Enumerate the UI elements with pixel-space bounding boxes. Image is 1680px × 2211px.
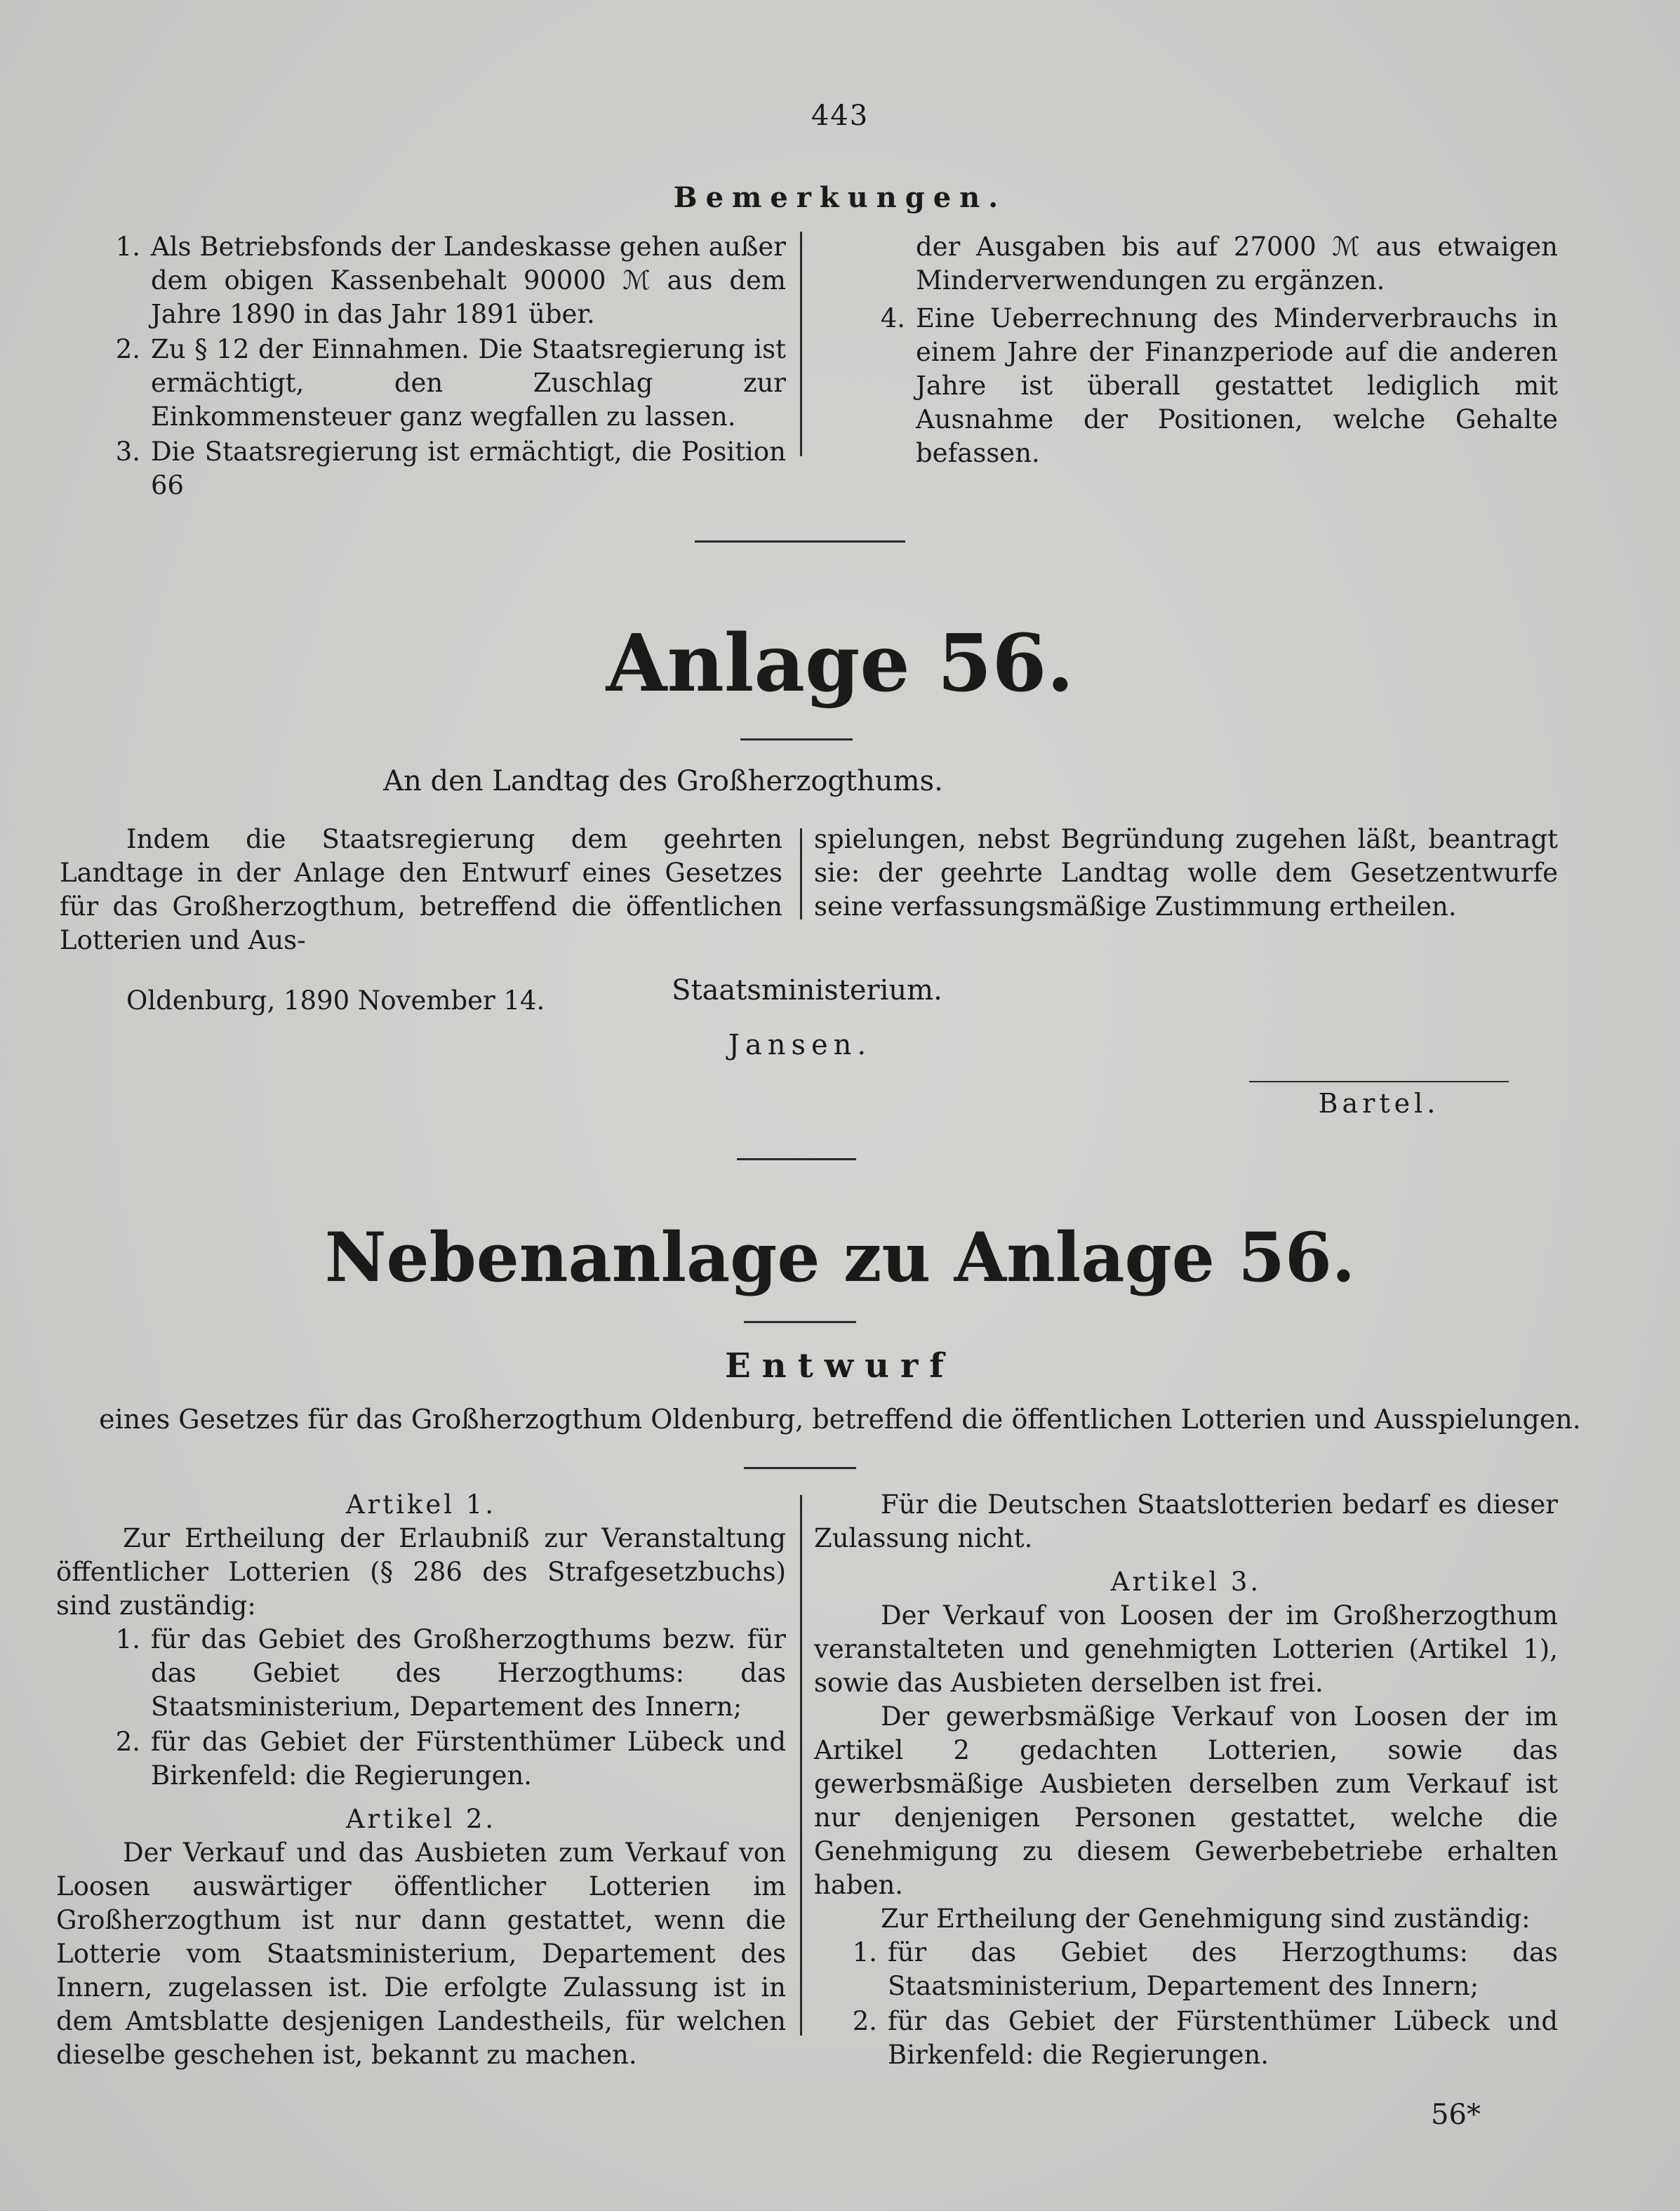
article-2-text: Der Verkauf und das Ausbieten zum Verkauf von Loosen auswärtiger öffentlicher Lotterien im Großherzogthum ist nur dann gestattet, wenn die Lotterie vom Staatsministerium, Departement des Innern, zugelassen ist. Die erfolgte Zulassung ist in dem Amtsblatte desjenigen Landestheils, für welchen dieselbe geschehen ist, bekannt zu machen. bbox=[56, 1838, 786, 2070]
page-number: 443 bbox=[811, 100, 869, 132]
column-divider bbox=[800, 1495, 802, 2036]
article-3-para-2: Der gewerbsmäßige Verkauf von Loosen der im Artikel 2 gedachten Lotterien, sowie das gewerbsmäßige Ausbieten derselben zum Verkauf ist nur denjenigen Personen gestattet, welche die Genehmigung zu diesem Gewerbebetriebe erhalten haben. bbox=[814, 1701, 1558, 1900]
list-item: 1. für das Gebiet des Herzogthums: das Staatsministerium, Departement des Innern; bbox=[852, 1937, 1558, 2001]
divider-rule bbox=[737, 1158, 856, 1160]
article-3-para-3: Zur Ertheilung der Genehmigung sind zuständig: bbox=[881, 1904, 1531, 1934]
anlage-left-text: Indem die Staatsregierung dem geehrten Landtage in der Anlage den Entwurf eines Gesetzes für das Großherzogthum, betreffend die öffentlichen Lotterien und Aus- bbox=[60, 824, 782, 955]
remarks-right-continuation: der Ausgaben bis auf 27000 ℳ aus etwaigen Minderverwendungen zu ergänzen. bbox=[916, 232, 1558, 296]
article-2-heading: Artikel 2. bbox=[345, 1804, 497, 1834]
law-right-column bbox=[814, 1488, 1558, 2073]
article-1-list bbox=[56, 1623, 786, 1793]
article-3-para-1: Der Verkauf von Loosen der im Großherzogthum veranstalteten und genehmigten Lotterien (Artikel 1), sowie das Ausbieten derselben ist frei. bbox=[814, 1600, 1558, 1698]
column-divider bbox=[800, 232, 802, 456]
remarks-right-column bbox=[870, 230, 1558, 472]
divider-rule bbox=[744, 1467, 856, 1469]
anlage-title: Anlage 56. bbox=[606, 618, 1074, 710]
list-item: 4. Eine Ueberrechnung des Minderverbrauchs in einem Jahre der Finanzperiode auf die anderen Jahre ist überall gestattet lediglich mit Ausnahme der Positionen, welche Gehalte befassen. bbox=[880, 303, 1558, 468]
divider-rule bbox=[740, 738, 853, 741]
remarks-heading: Bemerkungen. bbox=[673, 181, 1007, 214]
draft-subtitle: eines Gesetzes für das Großherzogthum Oldenburg, betreffend die öffentlichen Lotterien und Ausspielungen. bbox=[99, 1404, 1581, 1435]
address-line: An den Landtag des Großherzogthums. bbox=[383, 765, 943, 797]
column-divider bbox=[800, 828, 802, 919]
article-2-continuation: Für die Deutschen Staatslotterien bedarf es dieser Zulassung nicht. bbox=[814, 1489, 1558, 1553]
remarks-right-list bbox=[870, 302, 1558, 470]
draft-heading: Entwurf bbox=[725, 1346, 955, 1386]
anlage-right-text: spielungen, nebst Begründung zugehen läßt, beantragt sie: der geehrte Landtag wolle dem Gesetzentwurfe seine verfassungsmäßige Zustimmung ertheilen. bbox=[814, 824, 1558, 922]
sheet-mark: 56* bbox=[1431, 2099, 1481, 2131]
law-left-column bbox=[56, 1488, 786, 2072]
remarks-left-column bbox=[105, 230, 786, 504]
list-item: 2. Zu § 12 der Einnahmen. Die Staatsregierung ist ermächtigt, den Zuschlag zur Einkommensteuer ganz wegfallen zu lassen. bbox=[115, 334, 786, 432]
place-date: Oldenburg, 1890 November 14. bbox=[126, 985, 545, 1016]
signature-rule bbox=[1249, 1081, 1509, 1082]
anlage-right-column bbox=[814, 823, 1558, 924]
list-item: 1. für das Gebiet des Großherzogthums bezw. für das Gebiet des Herzogthums: das Staatsministerium, Departement des Innern; bbox=[115, 1624, 786, 1722]
article-1-heading: Artikel 1. bbox=[345, 1489, 497, 1520]
article-3-heading: Artikel 3. bbox=[1110, 1567, 1262, 1597]
divider-rule bbox=[744, 1321, 856, 1323]
ministry-name: Staatsministerium. bbox=[672, 974, 942, 1007]
divider-rule bbox=[695, 540, 905, 543]
article-3-list bbox=[814, 1936, 1558, 2072]
countersigner-name: Bartel. bbox=[1318, 1088, 1440, 1119]
list-item: 2. für das Gebiet der Fürstenthümer Lübeck und Birkenfeld: die Regierungen. bbox=[852, 2006, 1558, 2070]
list-item: 2. für das Gebiet der Fürstenthümer Lübeck und Birkenfeld: die Regierungen. bbox=[115, 1727, 786, 1791]
list-item: 3. Die Staatsregierung ist ermächtigt, die Position 66 bbox=[115, 437, 786, 500]
nebenanlage-title: Nebenanlage zu Anlage 56. bbox=[324, 1218, 1356, 1297]
signer-name: Jansen. bbox=[728, 1029, 872, 1061]
remarks-left-list bbox=[105, 230, 786, 503]
article-1-intro: Zur Ertheilung der Erlaubniß zur Veranstaltung öffentlicher Lotterien (§ 286 des Strafgesetzbuchs) sind zuständig: bbox=[56, 1523, 786, 1621]
list-item: 1. Als Betriebsfonds der Landeskasse gehen außer dem obigen Kassenbehalt 90000 ℳ aus dem Jahre 1890 in das Jahr 1891 über. bbox=[115, 232, 786, 329]
